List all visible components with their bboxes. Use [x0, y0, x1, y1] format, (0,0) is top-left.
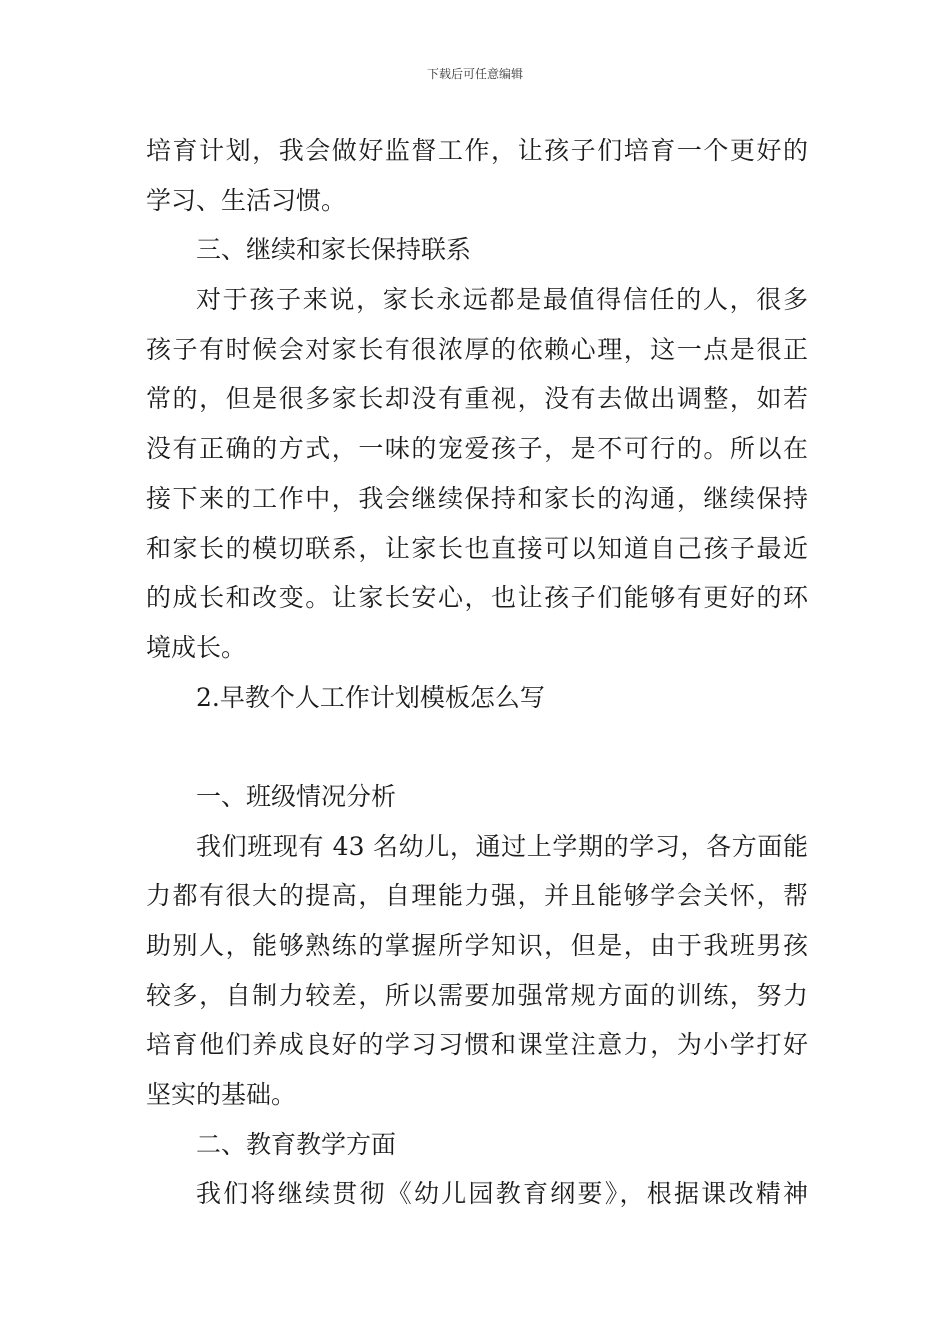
paragraph-line: 的成长和改变。让家长安心，也让孩子们能够有更好的环: [146, 583, 808, 613]
paragraph-line: 接下来的工作中，我会继续保持和家长的沟通，继续保持: [146, 483, 808, 513]
section-heading: 三、继续和家长保持联系: [196, 235, 472, 265]
paragraph-line: 培育计划，我会做好监督工作，让孩子们培育一个更好的: [146, 136, 808, 165]
page-header: 下载后可任意编辑: [426, 67, 523, 81]
paragraph-line: 助别人，能够熟练的掌握所学知识，但是，由于我班男孩: [146, 931, 808, 960]
paragraph-line: 孩子有时候会对家长有很浓厚的依赖心理，这一点是很正: [146, 334, 808, 364]
paragraph-line: 常的，但是很多家长却没有重视，没有去做出调整，如若: [146, 384, 808, 414]
paragraph-line: 没有正确的方式，一味的宠爱孩子，是不可行的。所以在: [146, 434, 808, 464]
paragraph-line: 我们将继续贯彻《幼儿园教育纲要》，根据课改精神: [196, 1179, 808, 1209]
paragraph-line: 对于孩子来说，家长永远都是最值得信任的人，很多: [196, 285, 808, 315]
paragraph-line: 较多，自制力较差，所以需要加强常规方面的训练，努力: [146, 980, 808, 1010]
paragraph-line: 境成长。: [146, 632, 247, 662]
blank-line: [146, 722, 808, 772]
paragraph-line: 培育他们养成良好的学习习惯和课堂注意力，为小学打好: [146, 1030, 808, 1060]
section-heading: 二、教育教学方面: [196, 1129, 397, 1159]
section-heading: 一、班级情况分析: [196, 781, 397, 811]
article-title: 2.早教个人工作计划模板怎么写: [196, 682, 545, 712]
paragraph-line: 学习、生活习惯。: [146, 185, 347, 215]
paragraph-line: 坚实的基础。: [146, 1080, 297, 1110]
paragraph-line: 和家长的模切联系，让家长也直接可以知道自己孩子最近: [146, 533, 808, 563]
paragraph-line: 力都有很大的提高，自理能力强，并且能够学会关怀，帮: [146, 881, 808, 911]
document-body: [146, 126, 808, 1219]
paragraph-line: 我们班现有 43 名幼儿，通过上学期的学习，各方面能: [196, 831, 808, 861]
